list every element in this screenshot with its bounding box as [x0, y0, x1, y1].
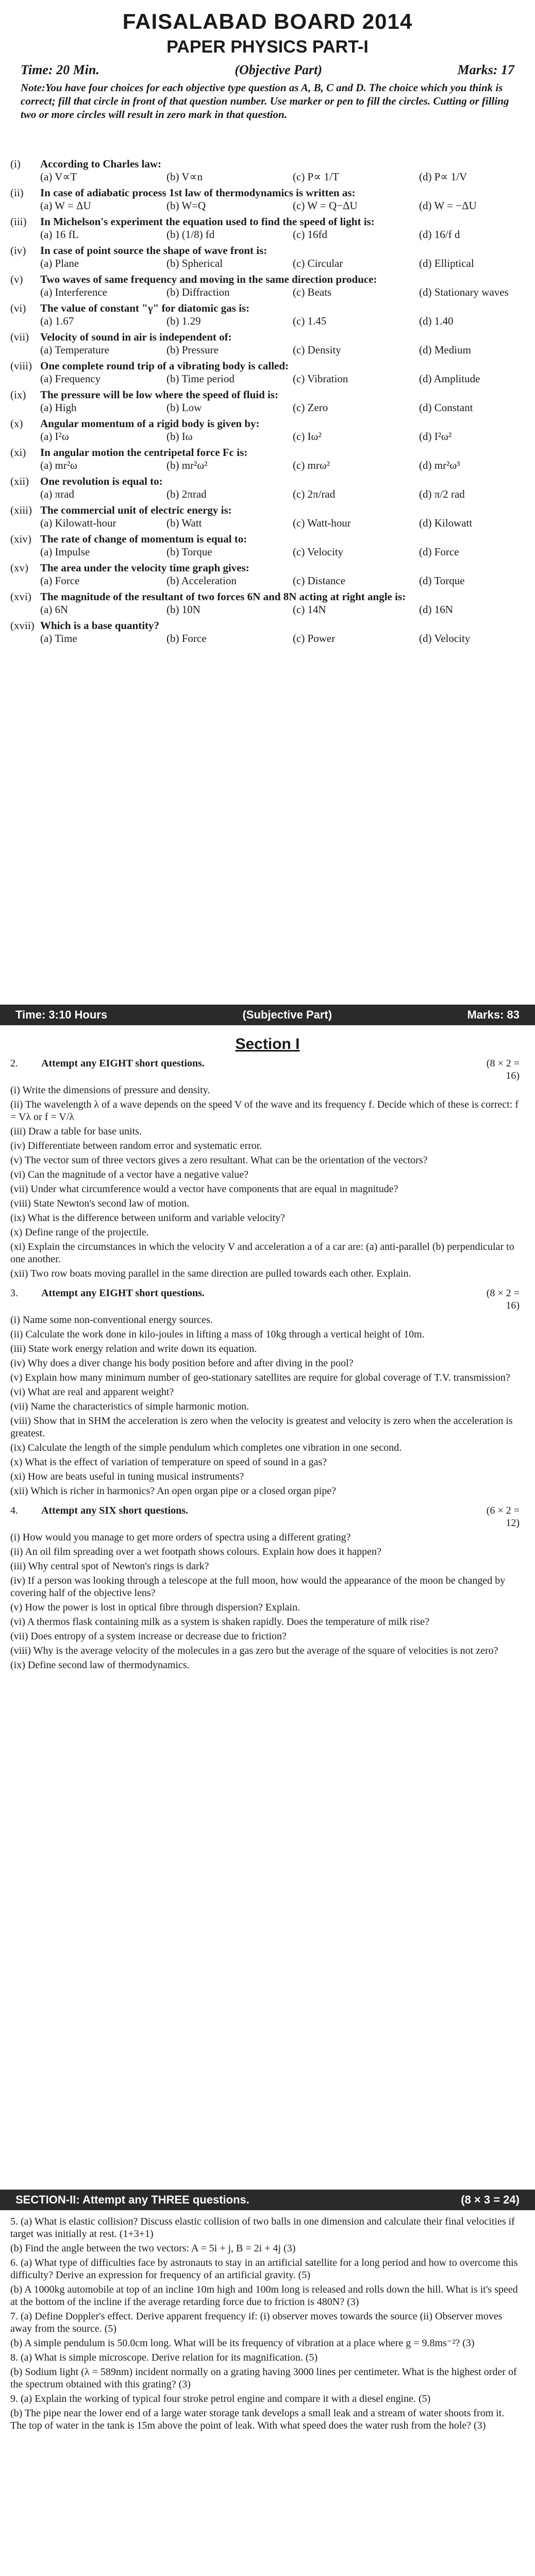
list-item [0, 1629, 535, 1643]
mcq-number: (viii) [10, 360, 32, 372]
mcq-text: According to Charles law: [40, 158, 162, 170]
section-one [0, 1030, 535, 2184]
mcq-option: (c) Zero [293, 401, 328, 414]
q4-head-text: Attempt any SIX short questions. [41, 1505, 189, 1516]
mcq-question [10, 533, 535, 546]
list-item-text: (vi) Can the magnitude of a vector have a negative value? [10, 1169, 249, 1180]
list-item [0, 1342, 535, 1356]
section-two-title: SECTION-II: Attempt any THREE questions. [15, 2193, 249, 2206]
list-item [0, 1167, 535, 1182]
list-item [0, 1440, 535, 1455]
list-item-text: (viii) Show that in SHM the acceleration is zero when the velocity is greatest and velocity is zero when the acceleration is greatest. [10, 1415, 513, 1439]
mcq-options [10, 517, 535, 530]
mcq-option: (b) W=Q [166, 199, 206, 212]
mcq-question [10, 388, 535, 401]
q3-marks: (8 × 2 = 16) [486, 1287, 520, 1311]
list-item [0, 1545, 535, 1559]
list-item [0, 1196, 535, 1211]
mcq-option: (a) πrad [40, 488, 74, 500]
list-item [0, 2282, 535, 2309]
list-item-text: (viii) Why is the average velocity of the molecules in a gas zero but the average of the square of velocities is not zero? [10, 1645, 498, 1656]
mcq-option: (b) Spherical [166, 257, 223, 269]
q4-header: 4. Attempt any SIX short questions. (6 × 2 = 12) [10, 1505, 520, 1529]
list-item [0, 1414, 535, 1440]
mcq-option: (d) Stationary waves [419, 286, 509, 298]
mcq-option: (a) Impulse [40, 546, 90, 558]
list-item-text: (v) The vector sum of three vectors gives a zero resultant. What can be the orientation of the vectors? [10, 1155, 428, 1166]
mcq-question [10, 244, 535, 257]
list-item [0, 2365, 535, 2392]
mcq-option: (d) Force [419, 546, 459, 558]
mcq-number: (iii) [10, 215, 27, 228]
time-label: Time: 20 Min. [21, 62, 99, 77]
q3-header: 3. Attempt any EIGHT short questions. (8 × 2 = 16) [10, 1287, 520, 1311]
list-item-text: (vii) Does entropy of a system increase or decrease due to friction? [10, 1631, 287, 1642]
mcq-options [10, 171, 535, 183]
mcq-option: (c) Beats [293, 286, 332, 298]
mcq-number: (ix) [10, 388, 26, 401]
q2-marks: (8 × 2 = 16) [486, 1058, 520, 1081]
marks-label: Marks: 17 [457, 62, 514, 77]
list-item [0, 1083, 535, 1097]
mcq-text: In Michelson's experiment the equation used to find the speed of light is: [40, 215, 375, 228]
mcq-question [10, 475, 535, 488]
mcq-option: (d) W = −ΔU [419, 199, 477, 212]
list-item [0, 2256, 535, 2282]
mcq-options [10, 401, 535, 414]
mcq-number: (iv) [10, 244, 26, 257]
mcq-question [10, 360, 535, 372]
list-item [0, 1399, 535, 1414]
list-item [0, 1225, 535, 1240]
mcq-question [10, 619, 535, 632]
list-item [0, 1643, 535, 1658]
mcq-text: Angular momentum of a rigid body is given by: [40, 417, 260, 430]
mcq-option: (c) Distance [293, 574, 346, 587]
mcq-option: (c) 2π/rad [293, 488, 336, 500]
subjective-header [0, 1005, 535, 1030]
list-item-text: (vi) What are real and apparent weight? [10, 1386, 174, 1398]
mcq-options [10, 228, 535, 241]
mcq-options [10, 603, 535, 616]
list-item [0, 1658, 535, 1672]
objective-header [0, 62, 535, 78]
mcq-option: (c) Power [293, 632, 336, 645]
list-item [0, 1313, 535, 1327]
list-item [0, 1559, 535, 1573]
list-item [0, 1469, 535, 1484]
mcq-number: (xiv) [10, 533, 31, 545]
mcq-option: (b) Iω [166, 430, 193, 443]
q3-head-text: Attempt any EIGHT short questions. [41, 1287, 205, 1299]
list-item-text: (b) Find the angle between the two vectors: A = 5i + j, B = 2i + 4j (3) [10, 2243, 296, 2254]
mcq-question [10, 158, 535, 171]
mcq-option: (d) π/2 rad [419, 488, 465, 500]
mcq-option: (c) P∝ 1/T [293, 171, 339, 183]
list-item-text: (i) How would you manage to get more orders of spectra using a different grating? [10, 1532, 351, 1543]
mcq-option: (b) Low [166, 401, 202, 414]
mcq-text: In angular motion the centripetal force Fc is: [40, 446, 248, 459]
mcq-text: The commercial unit of electric energy is: [40, 504, 232, 516]
list-item-text: (i) Name some non-conventional energy sources. [10, 1314, 213, 1326]
mcq-option: (a) Time [40, 632, 77, 645]
mcq-option: (b) Torque [166, 546, 212, 558]
long-questions [0, 2214, 535, 2433]
mcq-options [10, 632, 535, 645]
mcq-text: Velocity of sound in air is independent of: [40, 331, 232, 343]
mcq-options [10, 199, 535, 212]
mcq-number: (vii) [10, 331, 29, 343]
list-item-text: (x) What is the effect of variation of temperature on speed of sound in a gas? [10, 1456, 327, 1468]
list-item-text: (xi) Explain the circumstances in which the velocity V and acceleration a of a car are: (a) anti-parallel (b) perpendicular to one another. [10, 1241, 514, 1265]
list-item [0, 2350, 535, 2365]
mcq-option: (a) Temperature [40, 344, 109, 356]
mcq-number: (ii) [10, 187, 24, 199]
list-item [0, 2336, 535, 2350]
subjective-band [0, 1005, 535, 1025]
mcq-option: (b) mr²ω² [166, 459, 208, 471]
list-item [0, 1615, 535, 1629]
list-item [0, 1356, 535, 1370]
mcq-options [10, 257, 535, 270]
list-item-text: (x) Define range of the projectile. [10, 1227, 149, 1238]
mcq-question [10, 590, 535, 603]
mcq-option: (a) 16 fL [40, 228, 79, 241]
list-item [0, 1153, 535, 1167]
mcq-number: (xiii) [10, 504, 32, 516]
mcq-options [10, 488, 535, 501]
subjective-part: (Subjective Part) [242, 1008, 332, 1021]
mcq-option: (c) Density [293, 344, 341, 356]
list-item-text: (xii) Two row boats moving parallel in the same direction are pulled towards each other. Explain. [10, 1268, 411, 1279]
list-item [0, 1530, 535, 1545]
mcq-option: (c) W = Q−ΔU [293, 199, 358, 212]
mcq-option: (c) Velocity [293, 546, 344, 558]
list-item-text: (vi) A thermos flask containing milk as a system is shaken rapidly. Does the temperature of milk rise? [10, 1616, 429, 1628]
mcq-option: (a) I²ω [40, 430, 69, 443]
list-item [0, 1370, 535, 1385]
mcq-option: (b) (1/8) fd [166, 228, 215, 241]
list-item [0, 2309, 535, 2336]
list-item-text: (b) Sodium light (λ = 589nm) incident normally on a grating having 3000 lines per centimeter. What is the highest order of the spectrum obtained with this grating? (3) [10, 2366, 517, 2390]
mcq-text: In case of adiabatic process 1st law of thermodynamics is written as: [40, 187, 356, 199]
q3-list [0, 1313, 535, 1498]
mcq-option: (b) Acceleration [166, 574, 237, 587]
mcq-option: (b) V∝n [166, 171, 203, 183]
mcq-question [10, 504, 535, 517]
list-item-text: (xi) How are beats useful in tuning musical instruments? [10, 1471, 244, 1482]
mcq-option: (d) Medium [419, 344, 471, 356]
paper-title: PAPER PHYSICS PART-I [166, 37, 369, 57]
mcq-question [10, 302, 535, 315]
list-item-text: (ix) What is the difference between uniform and variable velocity? [10, 1212, 285, 1224]
list-item-text: 8. (a) What is simple microscope. Derive relation for its magnification. (5) [10, 2352, 318, 2363]
mcq-option: (a) mr²ω [40, 459, 78, 471]
list-item-text: 5. (a) What is elastic collision? Discuss elastic collision of two balls in one dimension and calculate their final velocities if target was initially at rest. (1+3+1) [10, 2216, 515, 2240]
list-item [0, 1484, 535, 1498]
list-item-text: (ii) The wavelength λ of a wave depends on the speed V of the wave and its frequency f. Decide which of these is correct: f = Vλ or f = V/λ [10, 1099, 519, 1123]
mcq-option: (d) 16/f d [419, 228, 460, 241]
list-item-text: (ii) Calculate the work done in kilo-joules in lifting a mass of 10kg through a vertical height of 10m. [10, 1329, 425, 1340]
mcq-option: (d) 16N [419, 603, 453, 616]
mcq-option: (c) mrω² [293, 459, 330, 471]
list-item [0, 1455, 535, 1469]
list-item [0, 1124, 535, 1139]
list-item-text: (i) Write the dimensions of pressure and density. [10, 1084, 210, 1096]
mcq-option: (b) Pressure [166, 344, 219, 356]
q2-list [0, 1083, 535, 1281]
list-item-text: (b) The pipe near the lower end of a large water storage tank develops a small leak and a stream of water shoots from it. The top of water in the tank is 15m above the point of leak. With what speed does the water rush from the hole? (3) [10, 2408, 505, 2431]
q4-marks: (6 × 2 = 12) [486, 1505, 520, 1529]
section-two-marks: (8 × 3 = 24) [461, 2193, 520, 2206]
list-item-text: (xii) Which is richer in harmonics? An open organ pipe or a closed organ pipe? [10, 1485, 337, 1497]
mcq-option: (a) Interference [40, 286, 107, 298]
mcq-option: (c) 14N [293, 603, 326, 616]
list-item [0, 1139, 535, 1153]
list-item-text: (viii) State Newton's second law of motion. [10, 1198, 190, 1209]
mcq-option: (d) 1.40 [419, 315, 454, 327]
mcq-option: (d) I²ω² [419, 430, 452, 443]
mcq-option: (c) Vibration [293, 372, 348, 385]
list-item-text: (b) A 1000kg automobile at top of an incline 10m high and 100m long is released and rolls down the hill. What is it's speed at the bottom of the incline if the average retarding force due to friction is 480N? (3) [10, 2284, 518, 2308]
mcq-option: (a) Frequency [40, 372, 101, 385]
mcq-option: (d) P∝ 1/V [419, 171, 467, 183]
mcq-option: (d) Torque [419, 574, 465, 587]
mcq-question [10, 417, 535, 430]
list-item-text: (ix) Define second law of thermodynamics. [10, 1659, 190, 1671]
mcq-option: (a) High [40, 401, 77, 414]
mcq-option: (c) Circular [293, 257, 343, 269]
q2-header: 2. Attempt any EIGHT short questions. (8 × 2 = 16) [10, 1058, 520, 1081]
mcq-option: (d) Elliptical [419, 257, 474, 269]
mcq-options [10, 459, 535, 472]
list-item-text: (ii) An oil film spreading over a wet footpath shows colours. Explain how does it happen? [10, 1546, 381, 1557]
list-item-text: (v) How the power is lost in optical fibre through dispersion? Explain. [10, 1602, 300, 1613]
mcq-option: (b) Force [166, 632, 207, 645]
mcq-option: (d) Velocity [419, 632, 471, 645]
mcq-option: (d) Amplitude [419, 372, 480, 385]
list-item [0, 1211, 535, 1225]
mcq-question [10, 446, 535, 459]
mcq-text: One revolution is equal to: [40, 475, 163, 487]
mcq-number: (xii) [10, 475, 29, 487]
mcq-options [10, 315, 535, 328]
section-two [0, 2190, 535, 2576]
mcq-question [10, 215, 535, 228]
list-item-text: (iv) If a person was looking through a telescope at the full moon, how would the appearance of the moon be changed by covering half of the objective lens? [10, 1575, 506, 1599]
mcq-option: (c) 16fd [293, 228, 328, 241]
mcq-option: (a) V∝T [40, 171, 77, 183]
mcq-text: Two waves of same frequency and moving in the same direction produce: [40, 273, 377, 285]
list-item [0, 1385, 535, 1399]
list-item [0, 1182, 535, 1196]
mcq-number: (x) [10, 417, 23, 430]
mcq-number: (v) [10, 273, 23, 285]
mcq-option: (b) 2πrad [166, 488, 207, 500]
list-item-text: (v) Explain how many minimum number of geo-stationary satellites are require for global coverage of T.V. transmission? [10, 1372, 510, 1383]
section-two-band [0, 2190, 535, 2210]
mcq-number: (xvi) [10, 590, 31, 603]
mcq-question [10, 331, 535, 344]
mcq-text: The pressure will be low where the speed of fluid is: [40, 388, 279, 401]
mcq-number: (xv) [10, 562, 28, 574]
list-item-text: 9. (a) Explain the working of typical four stroke petrol engine and compare it with a diesel engine. (5) [10, 2393, 431, 2404]
list-item-text: (iii) Why central spot of Newton's rings is dark? [10, 1561, 209, 1572]
q2-head-text: Attempt any EIGHT short questions. [41, 1058, 205, 1069]
mcq-option: (d) Constant [419, 401, 473, 414]
section-one-title: Section I [235, 1036, 300, 1053]
list-item-text: (b) A simple pendulum is 50.0cm long. What will be its frequency of vibration at a place where g = 9.8ms⁻²? (3) [10, 2337, 475, 2349]
list-item-text: (iii) State work energy relation and write down its equation. [10, 1343, 257, 1354]
list-item-text: (iv) Differentiate between random error and systematic error. [10, 1140, 262, 1151]
mcq-number: (xi) [10, 446, 26, 459]
list-item [0, 2214, 535, 2241]
list-item [0, 1097, 535, 1124]
mcq-text: The rate of change of momentum is equal to: [40, 533, 247, 545]
board-title: FAISALABAD BOARD 2014 [122, 9, 413, 33]
mcq-number: (i) [10, 158, 21, 170]
q4-list [0, 1530, 535, 1672]
list-item-text: (vii) Under what circumference would a vector have components that are equal in magnitude? [10, 1183, 398, 1195]
mcq-options [10, 372, 535, 385]
list-item [0, 1266, 535, 1281]
list-item [0, 1327, 535, 1342]
mcq-text: The area under the velocity time graph gives: [40, 562, 249, 574]
list-item-text: (iv) Why does a diver change his body position before and after diving in the pool? [10, 1358, 354, 1369]
list-item-text: (vii) Name the characteristics of simple harmonic motion. [10, 1401, 249, 1412]
mcq-text: In case of point source the shape of wave front is: [40, 244, 268, 257]
mcq-text: Which is a base quantity? [40, 619, 160, 632]
subjective-time: Time: 3:10 Hours [15, 1008, 108, 1021]
mcq-number: (xvii) [10, 619, 35, 632]
list-item [0, 1240, 535, 1266]
list-item [0, 2406, 535, 2433]
mcq-option: (b) Time period [166, 372, 235, 385]
instructions-note: Note:You have four choices for each objective type question as A, B, C and D. The choice which you think is correct; fill that circle in front of that question number. Use marker or pen to fill the circles. Cutting or filling two or more circles will result in zero mark in that question. [21, 81, 509, 121]
mcq-options [10, 344, 535, 357]
mcq-option: (b) Diffraction [166, 286, 230, 298]
list-item [0, 1600, 535, 1615]
mcq-question [10, 562, 535, 574]
list-item-text: 7. (a) Define Doppler's effect. Derive apparent frequency if: (i) observer moves towards the source (ii) Observer moves away from the source. (5) [10, 2311, 503, 2334]
mcq-text: The magnitude of the resultant of two forces 6N and 8N acting at right angle is: [40, 590, 406, 603]
mcq-option: (b) Watt [166, 517, 202, 529]
mcq-option: (a) Force [40, 574, 80, 587]
mcq-question [10, 273, 535, 286]
mcq-text: One complete round trip of a vibrating body is called: [40, 360, 289, 372]
subjective-marks: Marks: 83 [467, 1008, 520, 1021]
mcq-options [10, 574, 535, 587]
mcq-option: (d) Kilowatt [419, 517, 473, 529]
mcq-option: (a) W = ΔU [40, 199, 91, 212]
list-item-text: 6. (a) What type of difficulties face by astronauts to stay in an artificial satellite for a long period and how to overcome this difficulty? Derive an expression for frequency of an artificial gravity. (5) [10, 2257, 518, 2281]
mcq-section [0, 155, 535, 989]
mcq-option: (d) mr²ω³ [419, 459, 460, 471]
mcq-text: The value of constant "γ" for diatomic gas is: [40, 302, 250, 314]
mcq-option: (a) 1.67 [40, 315, 74, 327]
mcq-options [10, 546, 535, 558]
mcq-option: (b) 1.29 [166, 315, 201, 327]
mcq-option: (c) Iω² [293, 430, 322, 443]
mcq-option: (a) 6N [40, 603, 69, 616]
mcq-option: (c) 1.45 [293, 315, 327, 327]
list-item-text: (ix) Calculate the length of the simple pendulum which completes one vibration in one second. [10, 1442, 402, 1453]
list-item-text: (iii) Draw a table for base units. [10, 1126, 142, 1137]
mcq-option: (a) Plane [40, 257, 79, 269]
list-item [0, 2392, 535, 2406]
mcq-option: (c) Watt-hour [293, 517, 351, 529]
list-item [0, 2241, 535, 2256]
mcq-options [10, 430, 535, 443]
part-label: (Objective Part) [235, 62, 322, 77]
list-item [0, 1573, 535, 1600]
mcq-option: (b) 10N [166, 603, 200, 616]
mcq-number: (vi) [10, 302, 26, 314]
mcq-option: (a) Kilowatt-hour [40, 517, 116, 529]
mcq-options [10, 286, 535, 299]
mcq-question [10, 187, 535, 199]
